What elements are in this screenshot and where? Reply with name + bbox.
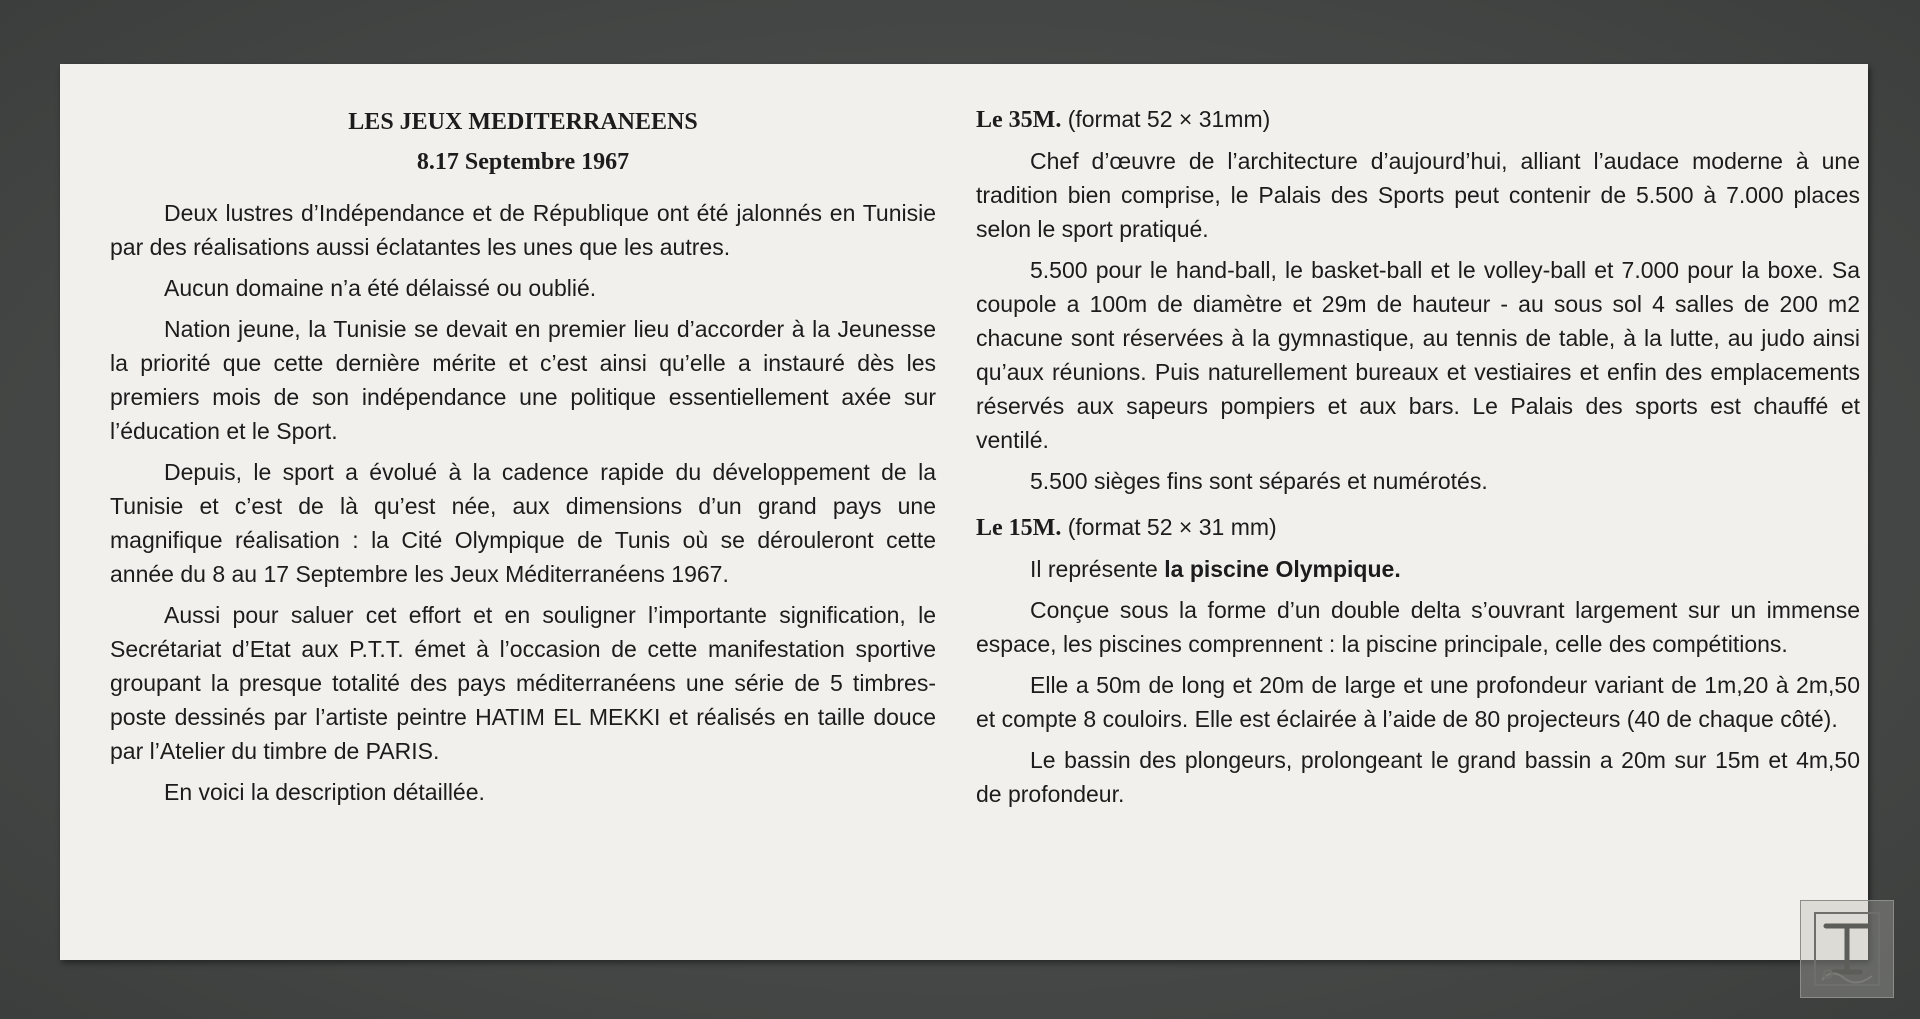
paragraph: En voici la description détaillée. [164, 779, 485, 805]
document-card [60, 64, 1868, 960]
right-column [976, 102, 1860, 818]
monogram-seal-icon [1800, 900, 1894, 998]
stamp-35-heading [976, 102, 1860, 137]
document-title: LES JEUX MEDITERRANEENS [348, 109, 698, 135]
stamp-15-subject-prefix: Il représente [1030, 556, 1165, 582]
stamp-15-subject: la piscine Olympique. [1164, 556, 1401, 582]
paragraph: 5.500 pour le hand-ball, le basket-ball et le volley-ball et 7.000 pour la boxe. Sa coupole a 100m de diamètre et 29m de hauteur - au sous sol 4 salles de 200 m2 chacune sont réservées à la gymnastique, au tennis de table, à la lutte, au judo ainsi qu’aux réunions. Puis naturellement bureaux et vestiaires et enfin des emplacements réservés aux sapeurs pompiers et aux bars. Le Palais des sports est chauffé et ventilé. [976, 257, 1860, 453]
event-date: 8.17 Septembre 1967 [416, 149, 630, 175]
stamp-15-value: Le 15M. [976, 515, 1062, 541]
paragraph: Aucun domaine n’a été délaissé ou oublié. [164, 275, 597, 301]
paragraph: Le bassin des plongeurs, prolongeant le grand bassin a 20m sur 15m et 4m,50 de profondeur. [976, 747, 1860, 807]
left-column [110, 102, 936, 816]
paragraph: Deux lustres d’Indépendance et de République ont été jalonnés en Tunisie par des réalisations aussi éclatantes les unes que les autres. [110, 200, 936, 260]
stamp-35-value: Le 35M. [976, 107, 1062, 133]
monogram-seal-graphic [1812, 910, 1882, 988]
paragraph: Chef d’œuvre de l’architecture d’aujourd’hui, alliant l’audace moderne à une tradition bien comprise, le Palais des Sports peut contenir de 5.500 à 7.000 places selon le sport pratiqué. [976, 148, 1860, 242]
stamp-15-subject-line [976, 552, 1860, 586]
paragraph: Depuis, le sport a évolué à la cadence rapide du développement de la Tunisie et c’est de là qu’est née, aux dimensions d’un grand pays une magnifique réalisation : la Cité Olympique de Tunis où se dérouleront cette année du 8 au 17 Septembre les Jeux Méditerranéens 1967. [110, 459, 936, 587]
paragraph: Aussi pour saluer cet effort et en souligner l’importante signification, le Secrétariat d’Etat aux P.T.T. émet à l’occasion de cette manifestation sportive groupant la presque totalité des pays méditerranéens une série de 5 timbres-poste dessinés par l’artiste peintre HATIM EL MEKKI et réalisés en taille douce par l’Atelier du timbre de PARIS. [110, 602, 936, 764]
paragraph: Conçue sous la forme d’un double delta s’ouvrant largement sur un immense espace, les piscines comprennent : la piscine principale, celle des compétitions. [976, 597, 1860, 657]
paragraph: Nation jeune, la Tunisie se devait en premier lieu d’accorder à la Jeunesse la priorité que cette dernière mérite et c’est ainsi qu’elle a instauré dès les premiers mois de son indépendance une politique essentiellement axée sur l’éducation et le Sport. [110, 316, 936, 444]
stamp-15-format: (format 52 × 31 mm) [1067, 514, 1277, 540]
stamp-15-heading [976, 510, 1860, 545]
paragraph: 5.500 sièges fins sont séparés et numérotés. [1030, 468, 1488, 494]
stamp-35-format: (format 52 × 31mm) [1067, 106, 1271, 132]
paragraph: Elle a 50m de long et 20m de large et une profondeur variant de 1m,20 à 2m,50 et compte 8 couloirs. Elle est éclairée à l’aide de 80 projecteurs (40 de chaque côté). [976, 672, 1860, 732]
